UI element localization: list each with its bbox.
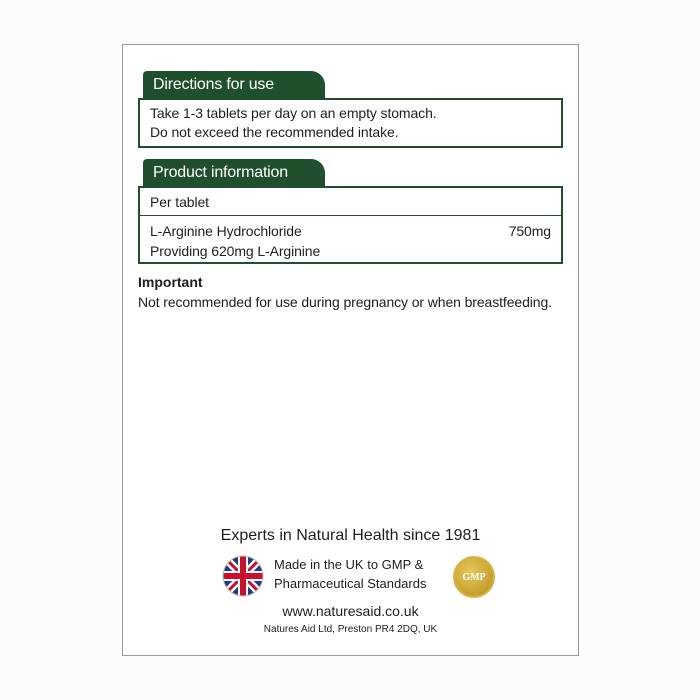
directions-tab-heading xyxy=(143,71,325,99)
made-in-uk-line-1: Made in the UK to GMP & xyxy=(274,557,424,572)
uk-flag-icon xyxy=(222,555,264,597)
product-info-tab-heading xyxy=(143,159,325,187)
important-heading: Important xyxy=(138,274,203,290)
product-info-box xyxy=(138,186,563,264)
made-in-uk-line-2: Pharmaceutical Standards xyxy=(274,576,427,591)
ingredient-amount: 750mg xyxy=(508,223,551,239)
website-link[interactable]: www.naturesaid.co.uk xyxy=(282,603,419,619)
label-panel xyxy=(122,44,579,656)
providing-line: Providing 620mg L-Arginine xyxy=(150,243,321,259)
directions-box xyxy=(138,98,563,148)
tagline: Experts in Natural Health since 1981 xyxy=(220,527,481,544)
directions-line-1: Take 1-3 tablets per day on an empty stomach. xyxy=(150,105,437,121)
product-info-divider xyxy=(140,215,561,216)
important-text: Not recommended for use during pregnancy or when breastfeeding. xyxy=(138,294,552,310)
gmp-seal-label: GMP xyxy=(462,571,486,583)
per-tablet-label: Per tablet xyxy=(150,194,209,210)
directions-line-2: Do not exceed the recommended intake. xyxy=(150,124,399,140)
product-info-heading: Product information xyxy=(153,164,288,181)
gmp-seal-icon xyxy=(453,556,495,598)
ingredient-name: L-Arginine Hydrochloride xyxy=(150,223,302,239)
directions-heading: Directions for use xyxy=(153,76,274,93)
company-address: Natures Aid Ltd, Preston PR4 2DQ, UK xyxy=(263,624,438,635)
